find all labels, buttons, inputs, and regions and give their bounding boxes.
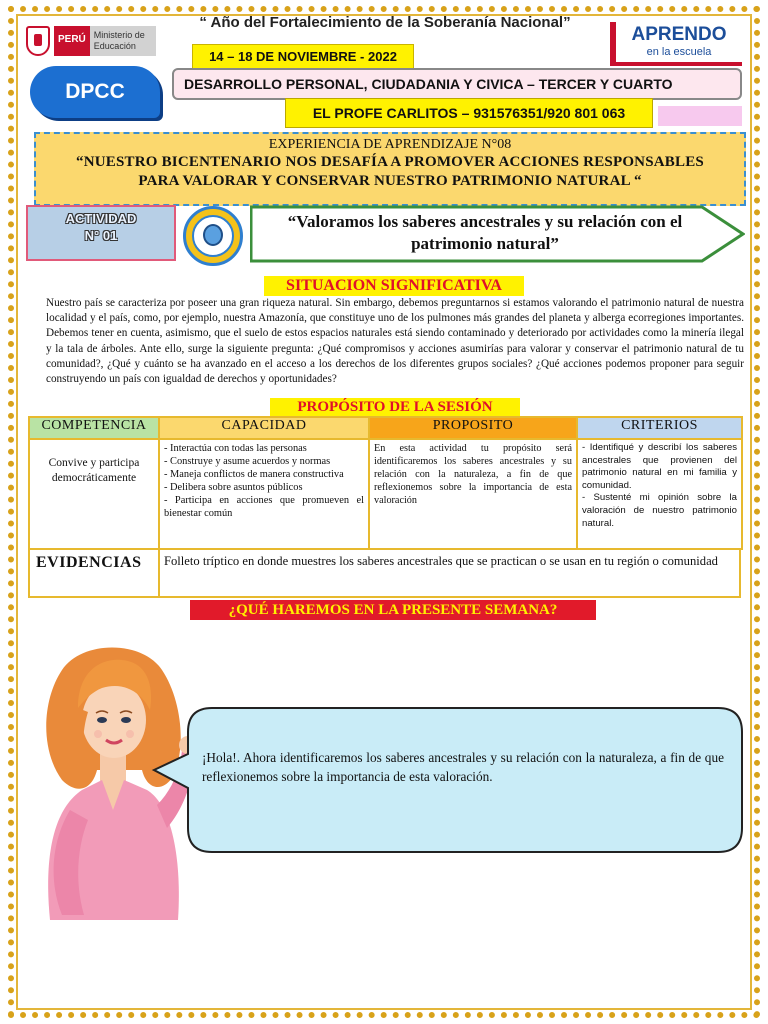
capacidades-cell — [159, 439, 369, 549]
capacidad-item: - Maneja conflictos de manera constructiva — [164, 469, 344, 480]
table-header-row — [29, 417, 742, 439]
date-badge: 14 – 18 DE NOVIEMBRE - 2022 — [192, 44, 414, 70]
evidencias-text: Folleto tríptico en donde muestres los saberes ancestrales que se practican o se usan en tu región o comunidad — [164, 554, 718, 568]
year-title: “ Año del Fortalecimiento de la Soberanía Nacional” — [199, 14, 571, 31]
header-competencia: COMPETENCIA — [29, 417, 159, 439]
actividad-title-line2: patrimonio natural” — [411, 234, 559, 253]
minedu-name: Ministerio de Educación — [90, 26, 156, 56]
competencia-cell: Convive y participa democráticamente — [29, 439, 159, 549]
teacher-avatar-icon — [203, 224, 223, 246]
table-row — [29, 439, 742, 549]
experiencia-title-line2: PARA VALORAR Y CONSERVAR NUESTRO PATRIMONIO NATURAL “ — [138, 173, 642, 189]
evidencias-row — [28, 548, 741, 598]
minedu-logo — [26, 24, 158, 58]
dpcc-badge: DPCC — [30, 66, 160, 118]
header-criterios: CRITERIOS — [577, 417, 742, 439]
criterio-item: - Sustenté mi opinión sobre la valoración de nuestro patrimonio natural. — [582, 492, 737, 529]
aprendo-title: APRENDO — [631, 24, 727, 45]
experiencia-label: EXPERIENCIA DE APRENDIZAJE N°08 — [268, 137, 512, 152]
capacidad-item: - Interactúa con todas las personas — [164, 443, 307, 454]
proposito-title: PROPÓSITO DE LA SESIÓN — [270, 398, 520, 416]
speech-bubble — [150, 704, 746, 856]
actividad-label: ACTIVIDAD — [65, 211, 137, 226]
actividad-box — [26, 205, 176, 261]
experiencia-box — [34, 132, 746, 206]
teacher-contact: EL PROFE CARLITOS – 931576351/920 801 063 — [285, 98, 653, 128]
header-proposito: PROPOSITO — [369, 417, 577, 439]
peru-shield-icon — [26, 26, 50, 56]
bubble-text: ¡Hola!. Ahora identificaremos los saberes ancestrales y su relación con la naturaleza, a fin de que reflexionemos sobre la importancia de esta valoración. — [202, 750, 724, 784]
proposito-table — [28, 416, 743, 550]
situacion-title: SITUACION SIGNIFICATIVA — [264, 276, 524, 296]
actividad-number: N° 01 — [84, 228, 118, 243]
aprendo-subtitle: en la escuela — [646, 46, 712, 58]
profe-carlitos-stamp-icon — [183, 206, 243, 266]
area-title: DESARROLLO PERSONAL, CIUDADANIA Y CIVICA – TERCER Y CUARTO — [172, 68, 742, 100]
evidencias-label: EVIDENCIAS — [30, 550, 160, 596]
capacidad-item: - Delibera sobre asuntos públicos — [164, 482, 303, 493]
semana-title: ¿QUÉ HAREMOS EN LA PRESENTE SEMANA? — [190, 600, 596, 620]
capacidad-item: - Construye y asume acuerdos y normas — [164, 456, 331, 467]
actividad-title-banner — [250, 205, 745, 263]
minedu-country: PERÚ — [54, 26, 90, 56]
header-capacidad: CAPACIDAD — [159, 417, 369, 439]
capacidad-item: - Participa en acciones que promueven el bienestar común — [164, 495, 364, 519]
actividad-title-line1: “Valoramos los saberes ancestrales y su relación con el — [287, 212, 683, 231]
criterio-item: - Identifiqué y describí los saberes ancestrales que provienen del patrimonio natural en mi familia y comunidad. — [582, 442, 737, 491]
situacion-text: Nuestro país se caracteriza por poseer una gran riqueza natural. Sin embargo, debemos preguntarnos si estamos valorando el patrimonio natural de nuestra localidad y el país, como, por ejemplo, nuestra Amazonía, que constituye uno de los pulmones más grandes del planeta y alberga ecorregiones importantes. Debemos tener en cuenta, asimismo, que el suelo de estos espacios naturales está siendo contaminado y deteriorado por actividades como la minería ilegal y la tala de árboles. Ante ello, surge la siguiente pregunta: ¿Qué compromisos y acciones asumirías para valorar y conservar el patrimonio natural de tu comunidad?, ¿Qué y cuánto se ha avanzado en el acceso a los derechos de los diferentes grupos sociales? ¿Qué acciones podemos proponer para seguir construyendo un país con igualdad de derechos y oportunidades? — [46, 297, 744, 386]
proposito-cell: En esta actividad tu propósito será identificaremos los saberes ancestrales y su relación con la naturaleza, a fin de que reflexionemos sobre la importancia de esta valoración — [369, 439, 577, 549]
criterios-cell — [577, 439, 742, 549]
aprendo-logo — [610, 22, 742, 66]
decorative-pink-tab — [658, 106, 742, 126]
experiencia-title-line1: “NUESTRO BICENTENARIO NOS DESAFÍA A PROMOVER ACCIONES RESPONSABLES — [76, 154, 704, 170]
